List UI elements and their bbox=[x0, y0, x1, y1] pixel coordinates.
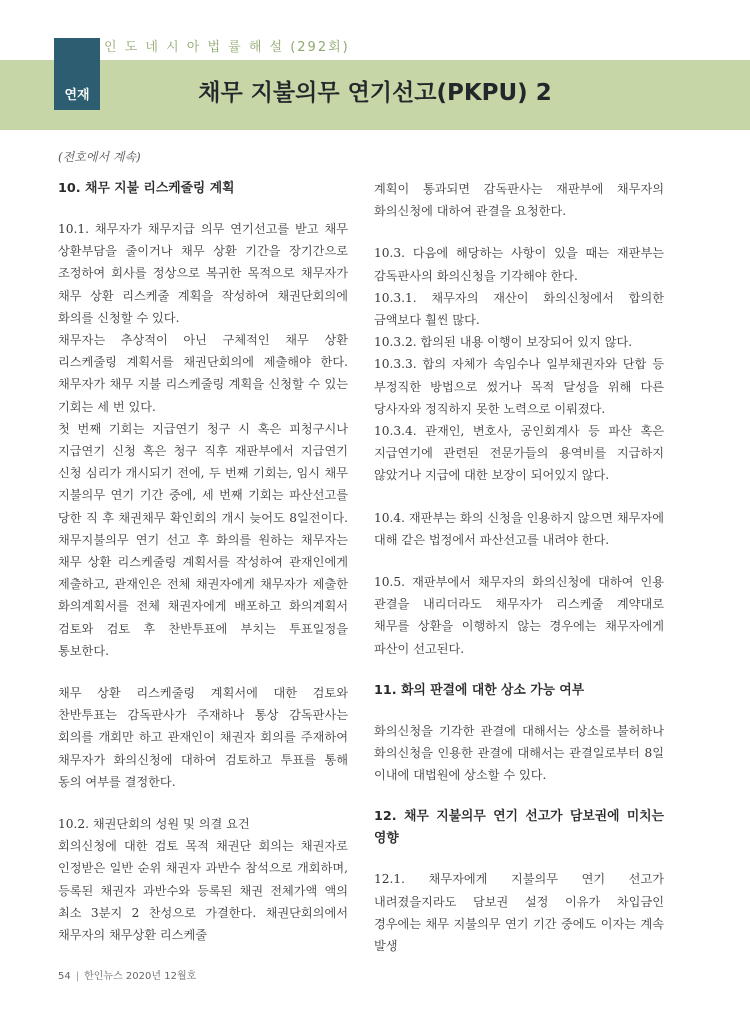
paragraph: 10.3. 다음에 해당하는 사항이 있을 때는 재판부는 감독판사의 화의신청을 기각해야 한다. bbox=[374, 246, 664, 283]
article-title: 채무 지불의무 연기선고(PKPU) 2 bbox=[198, 80, 552, 106]
right-column bbox=[374, 178, 664, 957]
paragraph: 10.4. 재판부는 화의 신청을 인용하지 않으면 채무자에 대해 같은 법정에서 파산선고를 내려야 한다. bbox=[374, 510, 664, 547]
paragraph: 10.2. 채권단회의 성원 및 의결 요건 bbox=[58, 817, 250, 832]
section-heading: 12. 채무 지불의무 연기 선고가 담보권에 미치는 영향 bbox=[374, 809, 664, 847]
section-heading: 11. 화의 판결에 대한 상소 가능 여부 bbox=[374, 682, 585, 698]
continued-note: (전호에서 계속) bbox=[58, 150, 141, 164]
series-label: 인 도 네 시 아 법 률 해 설 (292회) bbox=[104, 40, 350, 55]
paragraph: 채무자는 추상적이 아닌 구체적인 채무 상환 리스케줄링 계획서를 채권단회의에 제출해야 한다. 채무자가 채무 지불 리스케줄링 계획을 신청할 수 있는 기회는 세 번 있다. bbox=[58, 333, 348, 414]
section-heading: 10. 채무 지불 리스케줄링 계획 bbox=[58, 181, 235, 196]
paragraph: 10.3.2. 합의된 내용 이행이 보장되어 있지 않다. bbox=[374, 335, 633, 350]
paragraph: 계획이 통과되면 감독판사는 재판부에 채무자의 화의신청에 대하여 관결을 요청한다. bbox=[374, 182, 664, 219]
series-tag: 연재 bbox=[54, 38, 100, 110]
paragraph: 10.3.1. 채무자의 재산이 화의신청에서 합의한 금액보다 훨씬 많다. bbox=[374, 290, 664, 328]
footer-divider: | bbox=[75, 971, 80, 982]
paragraph: 10.5. 재판부에서 채무자의 화의신청에 대하여 인용 관결을 내리더라도 채무자가 리스케줄 계약대로 채무를 상환을 이행하지 않는 경우에는 채무자에게 파산이 선고된다. bbox=[374, 575, 664, 656]
paragraph: 12.1. 채무자에게 지불의무 연기 선고가 내려졌을지라도 담보권 설정 이유가 차입금인 경우에는 채무 지불의무 연기 기간 중에도 이자는 계속 발생 bbox=[374, 872, 664, 954]
page-footer bbox=[58, 967, 196, 982]
paragraph: 화의신청을 기각한 관결에 대해서는 상소를 불허하나 화의신청을 인용한 관결에 대해서는 관결일로부터 8일 이내에 대법원에 상소할 수 있다. bbox=[374, 723, 664, 783]
paragraph: 회의신청에 대한 검토 목적 채권단 회의는 채권자로 인정받은 일반 순위 채권자 과반수 참석으로 개회하며, 등록된 채권자 과반수와 등록된 채권 전체가액 액의 최소 3분지 2 찬성으로 가결한다. 채권단회의에서 채무자의 채무상환 리스케줄 bbox=[58, 839, 348, 943]
paragraph: 10.3.4. 관재인, 변호사, 공인회계사 등 파산 혹은 지급연기에 관련된 전문가들의 용역비를 지급하지 않았거나 지급에 대한 보장이 되어있지 않다. bbox=[374, 424, 664, 483]
paragraph: 첫 번째 기회는 지급연기 청구 시 혹은 피청구시나 지급연기 신청 혹은 청구 직후 재판부에서 지급연기 신청 심리가 개시되기 전에, 두 번째 기회는, 임시 채무 지불의무 연기 기간 중에, 세 번째 기회는 파산선고를 당한 직 후 채권채무 확인회의 개시 늦어도 8일전이다. 채무지불의무 연기 선고 후 화의를 원하는 채무자는 채무 상환 리스케줄링 계획서를 작성하여 관재인에게 제출하고, 관재인은 전체 채권자에게 채무자가 제출한 화의계획서를 전체 채권자에게 배포하고 화의계획서 검토와 검토 후 찬반투표에 부치는 투표일정을 통보한다. bbox=[58, 421, 348, 658]
paragraph: 10.1. 채무자가 채무지급 의무 연기선고를 받고 채무 상환부담을 줄이거나 채무 상환 기간을 장기간으로 조정하여 회사를 정상으로 복귀한 목적으로 채무자가 채무 상환 리스케줄 계획을 작성하여 채권단회의에 화의를 신청할 수 있다. bbox=[58, 222, 348, 325]
paragraph: 10.3.3. 합의 자체가 속임수나 일부채권자와 단합 등 부정직한 방법으로 썼거나 목적 달성을 위해 다른 당사자와 정직하지 못한 노력으로 이뤄졌다. bbox=[374, 357, 664, 416]
publication-name: 한인뉴스 2020년 12월호 bbox=[84, 971, 197, 982]
page-number: 54 bbox=[58, 971, 71, 982]
paragraph: 채무 상환 리스케줄링 계획서에 대한 검토와 찬반투표는 감독판사가 주재하나 통상 감독판사는 회의를 개회만 하고 관재인이 채권자 회의를 주재하여 채무자가 화의신청에 대하여 검토하고 투표를 통해 동의 여부를 결정한다. bbox=[58, 686, 348, 789]
left-column bbox=[58, 178, 348, 946]
